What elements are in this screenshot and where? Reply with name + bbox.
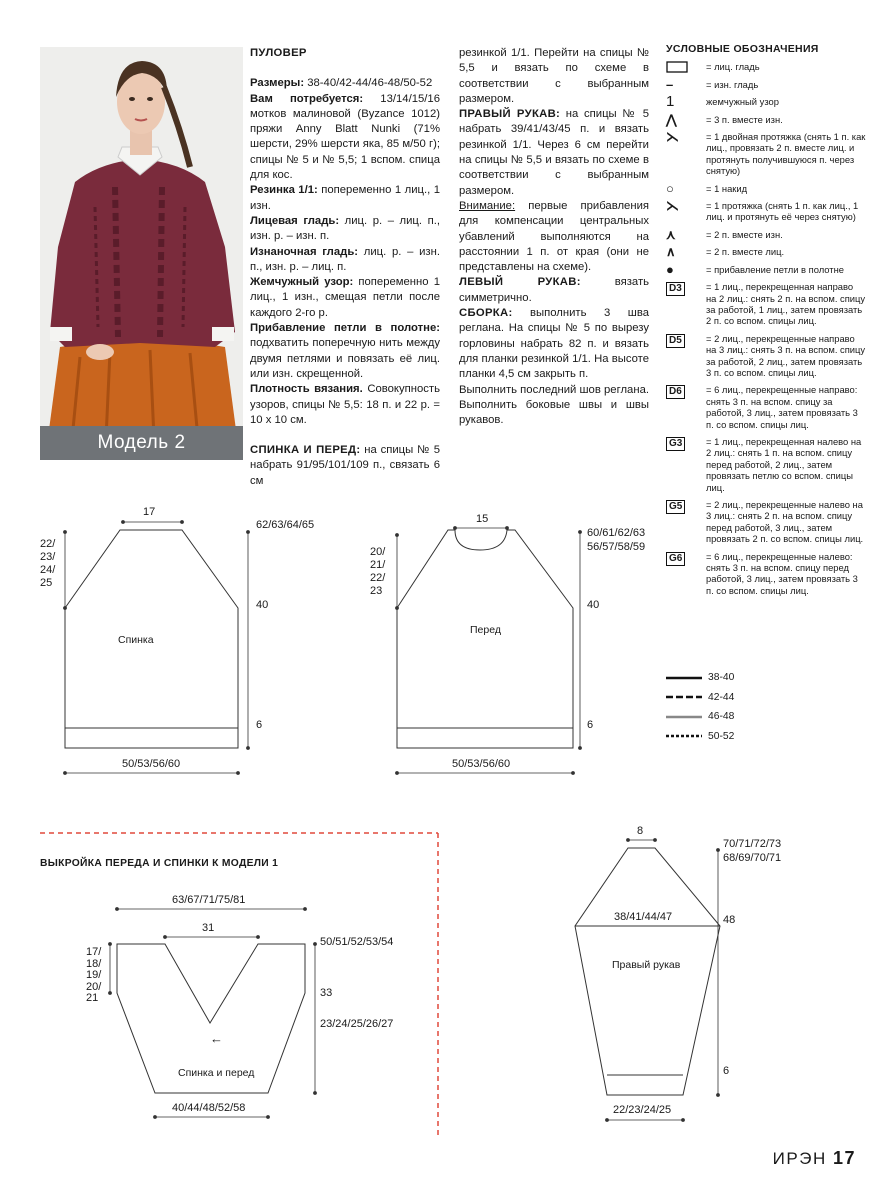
slip-decrease-icon: ⋋ [666,198,679,214]
sleeve-right-top-dim-1: 70/71/72/73 [723,838,782,850]
cable-item: D6 = 6 лиц., перекрещенные направо: снять 3 п. на вспом. спицу за работой, 3 лиц., затем провязать 3 п. со вспом. спицы лиц. [666,384,866,430]
model1-label: Спинка и перед [178,1067,255,1079]
front-right-mid-dim: 40 [587,599,600,611]
sleeve-right-top-dim-2: 68/69/70/71 [723,852,782,864]
model1-right-top-dim: 50/51/52/53/54 [320,936,394,948]
model1-section-title: ВЫКРОЙКА ПЕРЕДА И СПИНКИ К МОДЕЛИ 1 [40,858,279,869]
cable-g3-icon: G3 [666,436,704,451]
model1-left-dim: 17/ 18/ 19/ 20/ 21 [86,946,102,1004]
legend-item: ⋋ = 1 протяжка (снять 1 п. как лиц., 1 лиц. и протянуть её через снятую) [666,198,859,223]
para-right-sleeve: ПРАВЫЙ РУКАВ: на спицы № 5 набрать 39/41/43/45 п. и вязать резинкой 1/1. Через 6 см перейти на спицы № 5,5 и вязать по схеме в соответствии с выбранным размером. [459,108,649,197]
direction-arrow-icon: ← [210,1031,223,1046]
knit-two-together-icon: ∧ [666,244,676,260]
para-materials: Вам потребуется: 13/14/15/16 мотков малиновой (Byzance 1012) пряжи Anny Blatt Nunki (71% шерсти, 29% шерсти яка, 85 м/50 г); спицы № 5 и № 5,5; 1 вспом. спица для кос. [250,92,440,182]
para-increase: Прибавление петли в полотне: подхватить поперечную нить между двумя петлями и повязать её лиц. или изн. скрещенной. [250,322,440,380]
sleeve-bottom-dim: 22/23/24/25 [613,1104,672,1116]
legend-item: = лиц. гладь [666,61,866,72]
sleeve-top-dim: 8 [637,825,644,837]
front-right-bot-dim: 6 [587,719,594,731]
legend-item: ⋋ = 1 двойная протяжка (снять 1 п. как лиц., провязать 2 п. вместе лиц. и протянуть получившуюся п. через снятую) [666,129,866,177]
para-sizes: Размеры: 38-40/42-44/46-48/50-52 [250,77,433,90]
sleeve-right-bot-dim: 6 [723,1065,730,1077]
size-line-item: 42-44 [708,691,735,703]
magazine-brand: ИРЭН [772,1149,827,1168]
legend-item: ⋏ = 2 п. вместе изн. [666,226,783,242]
model1-right-mid-dim: 33 [320,987,333,999]
para-assembly: СБОРКА: выполнить 3 шва реглана. На спицы № 5 по вырезу горловины набрать 82 п. и вязать для планки резинкой 1/1. На высоте планки 4,5 см закрыть п. [459,307,649,381]
cable-item: G5 = 2 лиц., перекрещенные налево на 3 лиц.: снять 2 п. на вспом. спицу перед работой, 3 лиц., затем провязать 2 п. со вспом. спицы лиц. [666,499,866,545]
model1-right-bot-dim: 23/24/25/26/27 [320,1018,394,1030]
model-label: Модель 2 [40,426,243,460]
model1-bottom-dim: 40/44/48/52/58 [172,1102,246,1114]
back-right-mid-dim: 40 [256,599,269,611]
size-line-item: 38-40 [708,672,735,684]
size-line-item: 46-48 [708,711,735,723]
front-left-dim: 20/ 21/ 22/ 23 [370,546,386,597]
cable-d5-icon: D5 [666,333,704,348]
model1-neck-dim: 31 [202,922,215,934]
model1-top-dim: 63/67/71/75/81 [172,894,246,906]
cable-item: G6 = 6 лиц., перекрещенные налево: снять 3 п. на вспом. спицу перед работой, 3 лиц., затем провязать 3 п. со вспом. спицы лиц. [666,551,866,597]
legend-item: 1 жемчужный узор [666,93,779,111]
double-decrease-icon: ⋋ [666,129,679,145]
cable-item: D5 = 2 лиц., перекрещенные направо на 3 лиц.: снять 3 п. на вспом. спицу за работой, 2 лиц., затем провязать 3 п. со вспом. спицы лиц. [666,333,866,379]
para-continue: резинкой 1/1. Перейти на спицы № 5,5 и вязать по схеме в соответствии с выбранным размером. [459,47,649,105]
back-right-bot-dim: 6 [256,719,263,731]
page-footer [773,1148,856,1169]
para-attention: Внимание: первые прибавления для компенсации центральных убавлений выполняются на расстоянии 1 п. от края (они не представлены на схеме). [459,199,649,274]
sleeve-right-mid-dim: 48 [723,914,736,926]
para-stockinette: Лицевая гладь: лиц. р. – лиц. п., изн. р. – изн. п. [250,214,440,243]
cable-item: D3 = 1 лиц., перекрещенная направо на 2 лиц.: снять 2 п. на вспом. спицу за работой, 1 лиц., затем провязать 2 п. со вспом. спицы лиц. [666,281,866,327]
para-finish: Выполнить последний шов реглана. Выполнить боковые швы и швы рукавов. [459,383,649,427]
purl-dash-icon: – [666,76,674,92]
size-line-item: 50-52 [708,730,735,742]
front-right-top-dim-2: 56/57/58/59 [587,541,646,553]
back-label: Спинка [118,634,154,646]
cable-g6-icon: G6 [666,551,704,566]
purl-two-together-icon: ⋏ [666,226,676,242]
back-right-top-dim: 62/63/64/65 [256,519,315,531]
para-left-sleeve: ЛЕВЫЙ РУКАВ: вязать симметрично. [459,276,649,304]
legend-item: ∧ = 2 п. вместе лиц. [666,244,785,260]
para-reverse-stockinette: Изнаночная гладь: лиц. р. – изн. п., изн. р. – лиц. п. [250,245,440,273]
front-top-dim: 15 [476,513,489,525]
three-together-icon: ⋀ [666,111,677,127]
sleeve-width-dim: 38/41/44/47 [614,911,673,923]
cable-item: G3 = 1 лиц., перекрещенная налево на 2 лиц.: снять 1 п. на вспом. спицу перед работой, 2 лиц., затем провязать петлю со вспом. спицы лиц. [666,436,866,493]
back-top-dim: 17 [143,506,156,518]
back-left-dim: 22/ 23/ 24/ 25 [40,538,56,589]
yarn-over-icon: ○ [666,180,674,196]
para-back-front: СПИНКА И ПЕРЕД: на спицы № 5 набрать 91/95/101/109 п., связать 6 см [250,444,440,487]
front-bottom-dim: 50/53/56/60 [452,758,511,770]
para-seed-stitch: Жемчужный узор: попеременно 1 лиц., 1 изн., смещая петли после каждого 2-го р. [250,276,440,319]
cable-d3-icon: D3 [666,281,704,296]
para-rib: Резинка 1/1: попеременно 1 лиц., 1 изн. [250,184,440,212]
legend-item: ○ = 1 накид [666,180,748,196]
legend-title: УСЛОВНЫЕ ОБОЗНАЧЕНИЯ [666,43,819,55]
legend-item: ⋀ = 3 п. вместе изн. [666,111,783,127]
increase-dot-icon: ● [666,261,674,277]
para-gauge: Плотность вязания. Совокупность узоров, спицы № 5,5: 18 п. и 22 р. = 10 х 10 см. [250,383,440,426]
front-right-top-dim-1: 60/61/62/63 [587,527,646,539]
cable-d6-icon: D6 [666,384,704,399]
legend-item: – = изн. гладь [666,76,759,92]
sleeve-label: Правый рукав [612,959,681,971]
article-title: ПУЛОВЕР [250,47,307,59]
cable-g5-icon: G5 [666,499,704,514]
back-bottom-dim: 50/53/56/60 [122,758,181,770]
page-number: 17 [832,1148,856,1168]
legend-item: ● = прибавление петли в полотне [666,261,844,277]
front-label: Перед [470,624,501,636]
seed-one-icon: 1 [666,93,675,111]
